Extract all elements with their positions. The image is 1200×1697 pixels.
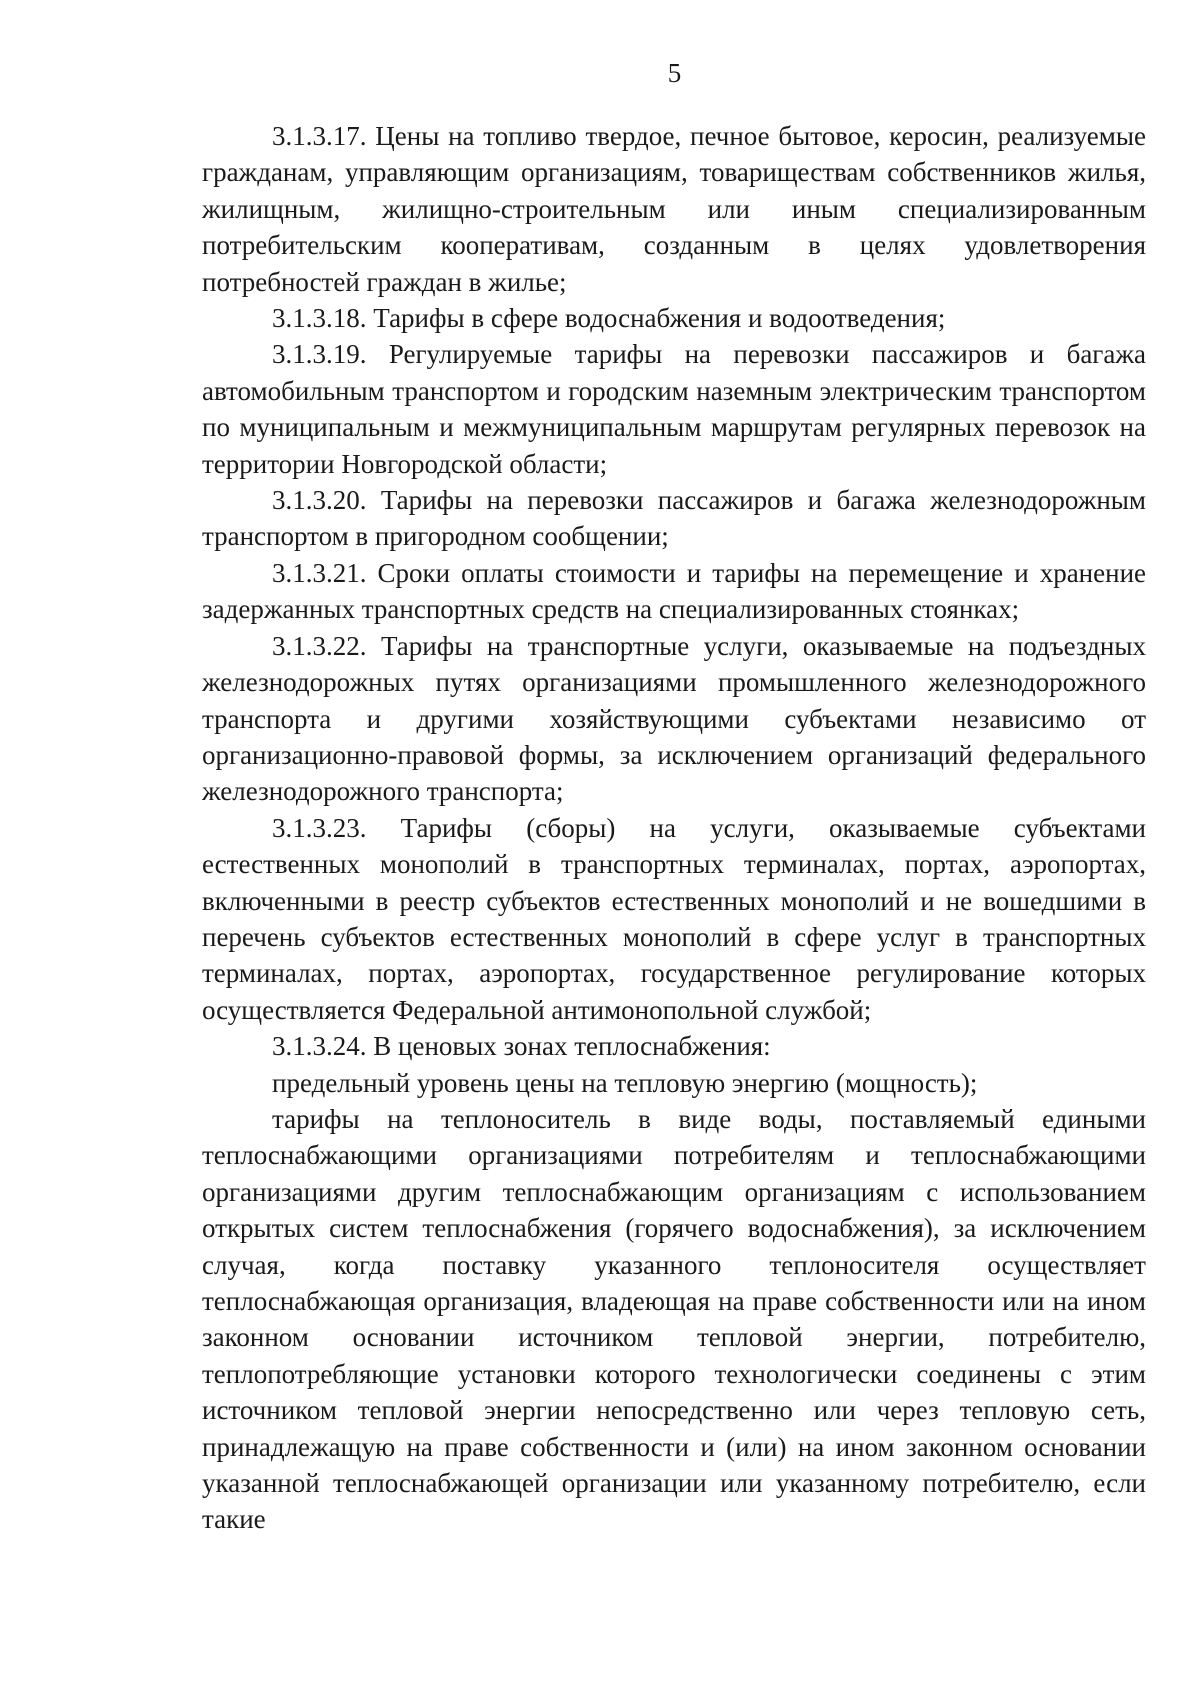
paragraph-3-1-3-17: 3.1.3.17. Цены на топливо твердое, печное бытовое, керосин, реализуемые гражданам, управляющим организациям, товариществам собственников жилья, жилищным, жилищно-строительным или иным специализированным потребительским кооперативам, созданным в целях удовлетворения потребностей граждан в жилье; — [202, 121, 1146, 297]
page-number: 5 — [667, 58, 682, 88]
paragraph-3-1-3-23: 3.1.3.23. Тарифы (сборы) на услуги, оказываемые субъектами естественных монополий в транспортных терминалах, портах, аэропортах, включенными в реестр субъектов естественных монополий и не вошедшими в перечень субъектов естественных монополий в сфере услуг в транспортных терминалах, портах, аэропортах, государственное регулирование которых осуществляется Федеральной антимонопольной службой; — [202, 812, 1146, 1025]
paragraph-3-1-3-19: 3.1.3.19. Регулируемые тарифы на перевозки пассажиров и багажа автомобильным транспортом и городским наземным электрическим транспортом по муниципальным и межмуниципальным маршрутам регулярных перевозок на территории Новгородской области; — [202, 339, 1146, 479]
paragraph-coolant-tariffs: тарифы на теплоноситель в виде воды, поставляемый едиными теплоснабжающими организациями потребителям и теплоснабжающими организациями другим теплоснабжающим организациям с использованием открытых систем теплоснабжения (горячего водоснабжения), за исключением случая, когда поставку указанного теплоносителя осуществляет теплоснабжающая организация, владеющая на праве собственности или на ином законном основании источником тепловой энергии, потребителю, теплопотребляющие установки которого технологически соединены с этим источником тепловой энергии непосредственно или через тепловую сеть, принадлежащую на праве собственности и (или) на ином законном основании указанной теплоснабжающей организации или указанному потребителю, если такие — [202, 1103, 1146, 1535]
paragraph-price-level: предельный уровень цены на тепловую энергию (мощность); — [272, 1067, 978, 1098]
paragraph-3-1-3-18: 3.1.3.18. Тарифы в сфере водоснабжения и водоотведения; — [272, 303, 946, 334]
paragraph-3-1-3-20: 3.1.3.20. Тарифы на перевозки пассажиров и багажа железнодорожным транспортом в пригородном сообщении; — [202, 485, 1146, 552]
paragraph-3-1-3-22: 3.1.3.22. Тарифы на транспортные услуги, оказываемые на подъездных железнодорожных путях организациями промышленного железнодорожного транспорта и другими хозяйствующими субъектами независимо от организационно-правовой формы, за исключением организаций федерального железнодорожного транспорта; — [202, 630, 1146, 807]
document-body — [202, 118, 1146, 1538]
paragraph-3-1-3-21: 3.1.3.21. Сроки оплаты стоимости и тарифы на перемещение и хранение задержанных транспортных средств на специализированных стоянках; — [202, 557, 1146, 625]
paragraph-3-1-3-24: 3.1.3.24. В ценовых зонах теплоснабжения: — [272, 1031, 771, 1062]
